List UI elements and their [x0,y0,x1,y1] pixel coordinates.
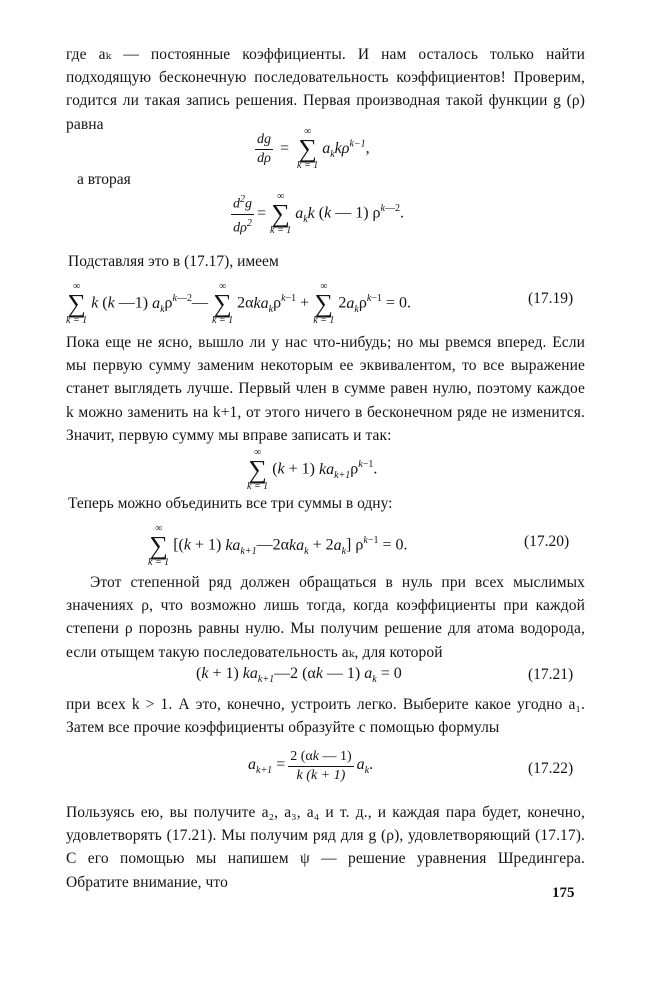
equation-number-17-21: (17.21) [528,666,574,683]
equation-17-20: ∞ ∑ k = 1 [(k + 1) $ka_{k+1}—2\alpha ka_k + 2a_k$] $\rho^{k-1} = 0$. [148,523,408,568]
equation-17-22: $a_{k+1}$ = $\frac{2 (\alpha k — 1)}{k (k + 1)}$ $a_k$. [248,749,374,783]
fraction-recurrence: $\frac{2 (\alpha k — 1)}{k (k + 1)}$ [290,749,352,783]
equation-17-19: ∞ ∑ k = 1 k (k —1) $a_k\rho^{k—2}—$ ∞ ∑ k = 1 $2\alpha ka_k\rho^{k-1}$ + ∞ ∑ k = 1 $2a_k\rho^{k-1} = 0$. [66,281,411,326]
sum-symbol: ∞ ∑ k = 1 [270,191,292,237]
line-combine-sums: Теперь можно объединить все три суммы в одну: [68,495,393,512]
fraction-dg-drho: $\frac{dg}{d\rho}$ [257,131,271,166]
sum-symbol: ∞ ∑ k = 1 [211,281,234,326]
paragraph-power-series: Этот степенной ряд должен обращаться в нуль при всех мыслимых значениях ρ, что возможно лишь тогда, когда коэффициенты при каждой степени ρ порознь равны нулю. Мы получим решение для атома водорода, если отыщем такую последовательность aₖ, для которой [66,574,585,661]
sum-symbol: ∞ ∑ k = 1 [297,126,319,171]
sum-symbol: ∞ ∑ k = 1 [247,447,269,492]
equation-second-derivative: $\frac{d^2g}{d\rho^2}$ = ∞ ∑ k = 1 $a_kk$ (k — 1) $\rho^{k—2}$. [233,191,404,237]
sum-symbol: ∞ ∑ k = 1 [148,523,170,568]
fraction-d2g-drho2: $\frac{d^2g}{d\rho^2}$ [233,194,252,236]
line-substituting: Подставляя это в (17.17), имеем [68,253,279,270]
equation-number-17-20: (17.20) [524,533,570,550]
sum-symbol: ∞ ∑ k = 1 [66,281,88,326]
equation-first-derivative: $\frac{dg}{d\rho}$ = ∞ ∑ k = 1 $a_kk\rho^{k-1}$, [257,126,370,171]
sum-symbol: ∞ ∑ k = 1 [313,281,335,326]
paragraph-coefficients: где aₖ — постоянные коэффициенты. И нам осталось только найти подходящую бесконечную последовательность коэффициентов! Проверим, годится ли такая запись решения. Первая производная такой функции g (ρ) равна [66,46,585,133]
equation-shifted-sum: ∞ ∑ k = 1 (k + 1) $ka_{k+1}\rho^{k-1}$. [247,447,378,492]
paragraph-use-formula: Пользуясь ею, вы получите a₂, a₃, a₄ и т. д., и каждая пара будет, конечно, удовлетворять (17.21). Мы получим ряд для g (ρ), удовлетворяющий (17.17). С его помощью мы напишем ψ — решение уравнения Шредингера. Обратите внимание, что [66,804,585,891]
label-second-derivative: а вторая [77,171,131,188]
equation-17-21: (k + 1) $ka_{k+1}—2$ (αk — 1) $a_k = 0$ [196,665,402,686]
equation-first-derivative-text [0,0,1,1]
page-number: 175 [552,885,575,901]
equation-number-17-22: (17.22) [528,760,574,777]
paragraph-choose-a1: при всех k > 1. А это, конечно, устроить легко. Выберите какое угодно a₁. Затем все прочие коэффициенты образуйте с помощью формулы [66,696,585,737]
equation-number-17-19: (17.19) [528,290,574,307]
paragraph-first-sum: Пока еще не ясно, вышло ли у нас что-нибудь; но мы рвемся вперед. Если мы первую сумму заменим некоторым ее эквивалентом, то все выражение станет выглядеть лучше. Первый член в сумме равен нулю, поэтому каждое k можно заменить на k+1, от этого ничего в бесконечном ряде не изменится. Значит, первую сумму мы вправе записать и так: [66,334,585,444]
